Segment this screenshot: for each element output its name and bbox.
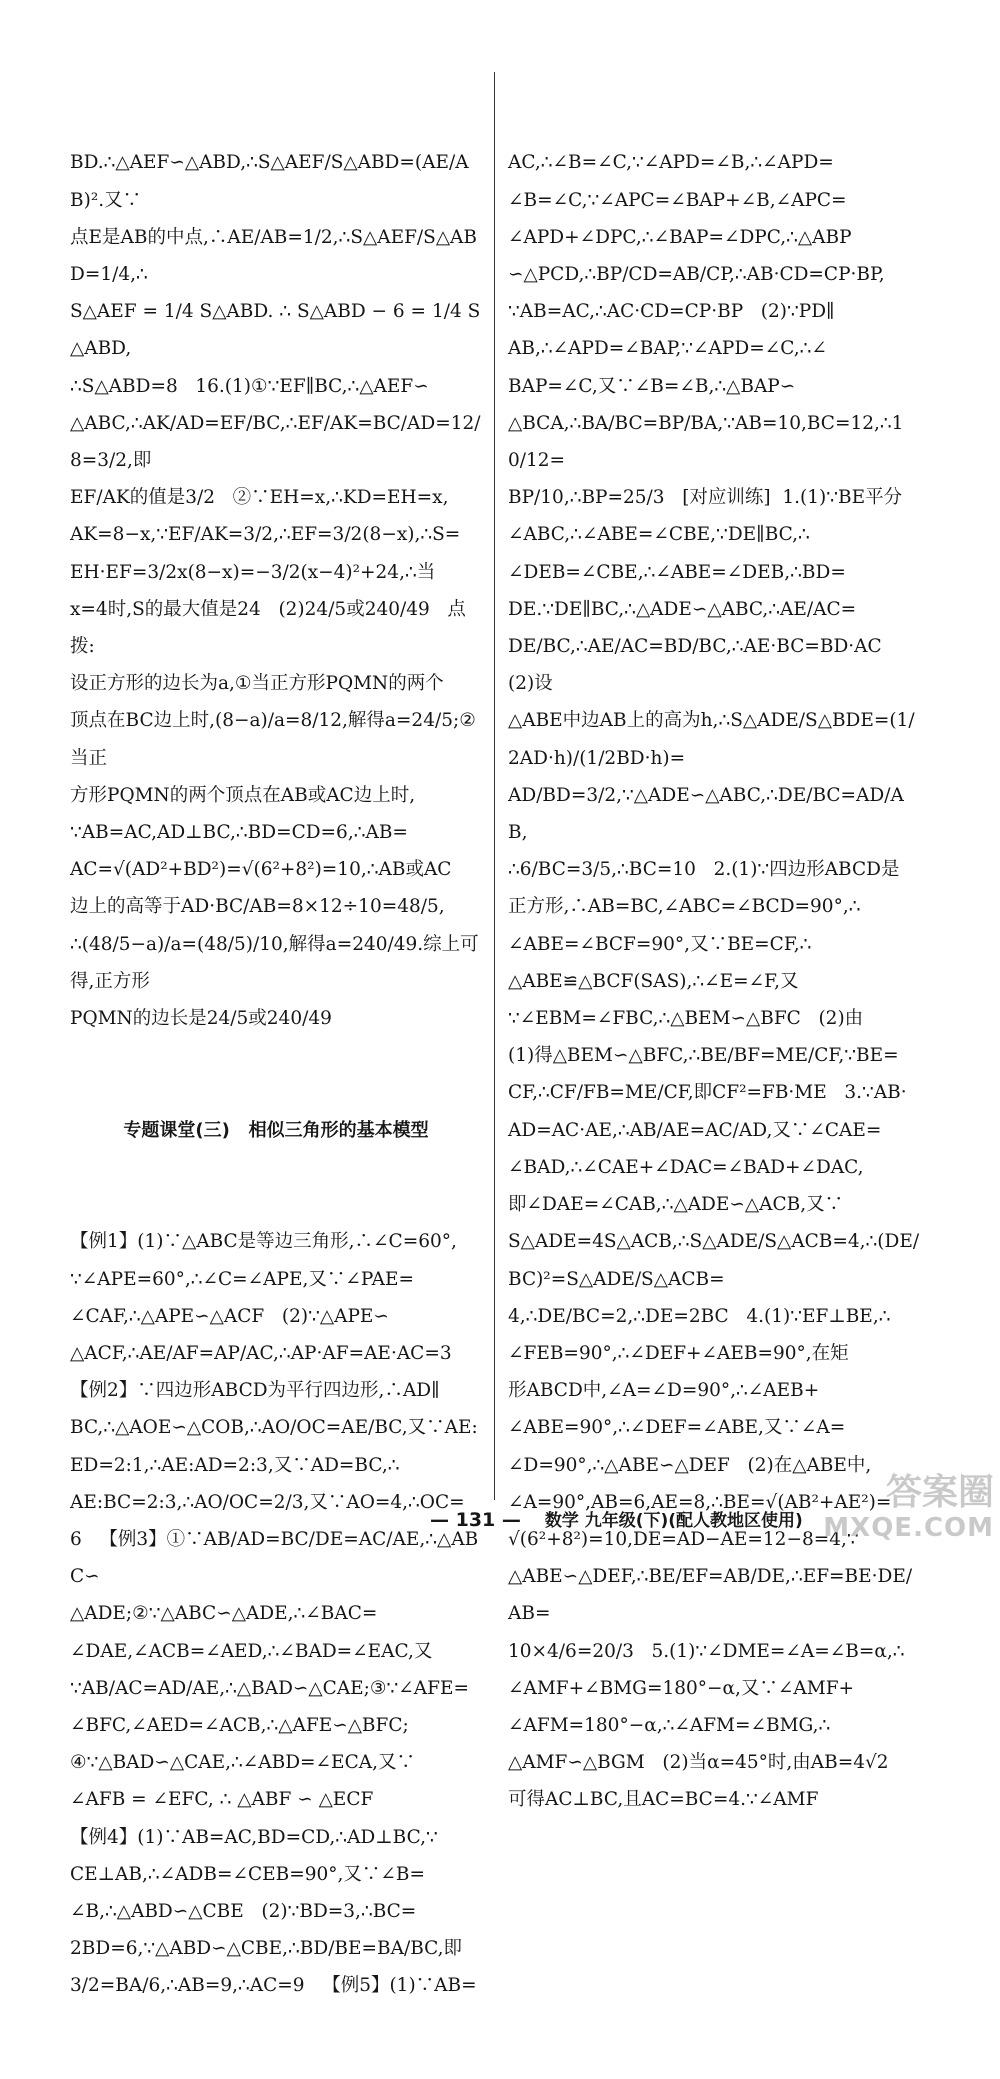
text-line: 10×4/6=20/3 5.(1)∵∠DME=∠A=∠B=α,∴ <box>508 1640 905 1662</box>
text-line: 4,∴DE/BC=2,∴DE=2BC 4.(1)∵EF⊥BE,∴ <box>508 1305 891 1327</box>
text-line: AD=AC·AE,∴AB/AE=AC/AD,又∵∠CAE= <box>508 1119 882 1141</box>
text-line: ED=2:1,∴AE:AD=2:3,又∵AD=BC,∴ <box>70 1454 400 1476</box>
text-line: ∠AFM=180°−α,∴∠AFM=∠BMG,∴ <box>508 1714 831 1736</box>
text-line: △ABC,∴AK/AD=EF/BC,∴EF/AK=BC/AD=12/8=3/2,即 <box>70 412 481 472</box>
text-line: BC,∴△AOE∽△COB,∴AO/OC=AE/BC,又∵AE: <box>70 1417 478 1439</box>
text-line: BD.∴△AEF∽△ABD,∴S△AEF/S△ABD=(AE/AB)².又∵ <box>70 152 469 211</box>
text-line: ∵AB=AC,AD⊥BC,∴BD=CD=6,∴AB= <box>70 822 408 844</box>
text-line: ∠AMF+∠BMG=180°−α,又∵∠AMF+ <box>508 1677 855 1699</box>
text-line: △ABE≌△BCF(SAS),∴∠E=∠F,又 <box>508 970 799 992</box>
text-line: ∠BFC,∠AED=∠ACB,∴△AFE∽△BFC; <box>70 1714 409 1736</box>
text-line: (1)得△BEM∽△BFC,∴BE/BF=ME/CF,∵BE= <box>508 1045 899 1067</box>
text-line: ④∵△BAD∽△CAE,∴∠ABD=∠ECA,又∵ <box>70 1752 415 1774</box>
text-line: △ADE;②∵△ABC∽△ADE,∴∠BAC= <box>70 1603 378 1625</box>
text-line: △ACF,∴AE/AF=AP/AC,∴AP·AF=AE·AC=3 <box>70 1342 452 1364</box>
text-line: △BCA,∴BA/BC=BP/BA,∵AB=10,BC=12,∴10/12= <box>508 412 904 472</box>
text-line: ∠B,∴△ABD∽△CBE (2)∵BD=3,∴BC= <box>70 1900 417 1922</box>
text-line: BAP=∠C,又∵∠B=∠B,∴△BAP∽ <box>508 375 796 397</box>
text-line: 边上的高等于AD·BC/AB=8×12÷10=48/5, <box>70 896 445 918</box>
text-line: AK=8−x,∵EF/AK=3/2,∴EF=3/2(8−x),∴S= <box>70 524 461 546</box>
text-line: 即∠DAE=∠CAB,∴△ADE∽△ACB,又∵ <box>508 1194 844 1216</box>
text-line: BP/10,∴BP=25/3 [对应训练] 1.(1)∵BE平分 <box>508 487 903 509</box>
text-line: AB,∴∠APD=∠BAP,∵∠APD=∠C,∴∠ <box>508 338 827 360</box>
text-line: ∴S△ABD=8 16.(1)①∵EF∥BC,∴△AEF∽ <box>70 375 429 397</box>
text-line: ∠AFB = ∠EFC, ∴ △ABF ∽ △ECF <box>70 1789 374 1811</box>
left-lines-2 <box>70 1223 482 2004</box>
text-line: ∠APD+∠DPC,∴∠BAP=∠DPC,∴△ABP <box>508 226 852 248</box>
text-line: ∠BAD,∴∠CAE+∠DAC=∠BAD+∠DAC, <box>508 1156 864 1178</box>
text-line: AD/BD=3/2,∵△ADE∽△ABC,∴DE/BC=AD/AB, <box>508 784 904 844</box>
text-line: 形ABCD中,∠A=∠D=90°,∴∠AEB+ <box>508 1380 820 1402</box>
section-heading: 专题课堂(三) 相似三角形的基本模型 <box>123 1119 429 1141</box>
text-line: 2BD=6,∵△ABD∽△CBE,∴BD/BE=BA/BC,即 <box>70 1938 463 1960</box>
right-lines <box>508 144 920 1818</box>
subject-label: 数学 九年级(下)(配人教地区使用) <box>544 1511 803 1531</box>
text-line: ∵∠EBM=∠FBC,∴△BEM∽△BFC (2)由 <box>508 1008 864 1030</box>
column-divider <box>494 72 495 1500</box>
text-line: ∠FEB=90°,∴∠DEF+∠AEB=90°,在矩 <box>508 1342 849 1364</box>
left-lines <box>70 144 482 1037</box>
text-line: 方形PQMN的两个顶点在AB或AC边上时, <box>70 784 416 806</box>
text-line: 点E是AB的中点,∴AE/AB=1/2,∴S△AEF/S△ABD=1/4,∴ <box>70 226 478 286</box>
text-line: EF/AK的值是3/2 ②∵EH=x,∴KD=EH=x, <box>70 487 449 509</box>
text-line: ∵∠APE=60°,∴∠C=∠APE,又∵∠PAE= <box>70 1268 414 1290</box>
text-line: ∠A=90°,AB=6,AE=8,∴BE=√(AB²+AE²)= <box>508 1491 892 1513</box>
text-line: ∠ABE=90°,∴∠DEF=∠ABE,又∵∠A= <box>508 1417 846 1439</box>
right-column <box>508 70 920 1893</box>
text-line: S△ADE=4S△ACB,∴S△ADE/S△ACB=4,∴(DE/BC)²=S△ADE/S△ACB= <box>508 1231 920 1290</box>
text-line: ∠B=∠C,∵∠APC=∠BAP+∠B,∠APC= <box>508 189 847 211</box>
text-line: DE/BC,∴AE/AC=BD/BC,∴AE·BC=BD·AC (2)设 <box>508 636 900 695</box>
text-line: AC,∴∠B=∠C,∵∠APD=∠B,∴∠APD= <box>508 152 834 174</box>
text-line: ∵AB=AC,∴AC·CD=CP·BP (2)∵PD∥ <box>508 301 835 323</box>
text-line: 设正方形的边长为a,①当正方形PQMN的两个 <box>70 673 444 695</box>
text-line: ∠D=90°,∴△ABE∽△DEF (2)在△ABE中, <box>508 1454 872 1476</box>
text-line: DE.∵DE∥BC,∴△ADE∽△ABC,∴AE/AC= <box>508 598 857 620</box>
text-line: ∠DEB=∠CBE,∴∠ABE=∠DEB,∴BD= <box>508 561 846 583</box>
text-line: EH·EF=3/2x(8−x)=−3/2(x−4)²+24,∴当 <box>70 561 436 583</box>
text-line: 【例4】(1)∵AB=AC,BD=CD,∴AD⊥BC,∵ <box>70 1826 438 1848</box>
text-line: △AMF∽△BGM (2)当α=45°时,由AB=4√2 <box>508 1752 889 1774</box>
text-line: ∴6/BC=3/5,∴BC=10 2.(1)∵四边形ABCD是 <box>508 859 900 881</box>
text-line: 可得AC⊥BC,且AC=BC=4.∵∠AMF <box>508 1789 819 1811</box>
text-line: CF,∴CF/FB=ME/CF,即CF²=FB·ME 3.∵AB· <box>508 1082 907 1104</box>
text-line: 3/2=BA/6,∴AB=9,∴AC=9 【例5】(1)∵AB= <box>70 1975 477 1997</box>
text-line: 顶点在BC边上时,(8−a)/a=8/12,解得a=24/5;②当正 <box>70 710 476 769</box>
page-number: — 131 — <box>430 1509 521 1531</box>
text-line: ∠CAF,∴△APE∽△ACF (2)∵△APE∽ <box>70 1305 389 1327</box>
text-line: ∠ABC,∴∠ABE=∠CBE,∵DE∥BC,∴ <box>508 524 810 546</box>
text-line: AC=√(AD²+BD²)=√(6²+8²)=10,∴AB或AC <box>70 859 452 881</box>
text-line: ∴(48/5−a)/a=(48/5)/10,解得a=240/49.综上可得,正方形 <box>70 933 479 992</box>
text-line: ∵AB/AC=AD/AE,∴△BAD∽△CAE;③∵∠AFE= <box>70 1677 469 1699</box>
text-line: ∠DAE,∠ACB=∠AED,∴∠BAD=∠EAC,又 <box>70 1640 433 1662</box>
text-line: ∽△PCD,∴BP/CD=AB/CP,∴AB·CD=CP·BP, <box>508 264 885 286</box>
text-line: PQMN的边长是24/5或240/49 <box>70 1008 332 1030</box>
text-line: △ABE∽△DEF,∴BE/EF=AB/DE,∴EF=BE·DE/AB= <box>508 1566 913 1625</box>
watermark-text: 答案圈 <box>885 1472 994 1513</box>
watermark-logo <box>823 1473 994 1543</box>
watermark-url: MXQE.COM <box>823 1513 994 1543</box>
text-line: CE⊥AB,∴∠ADB=∠CEB=90°,又∵∠B= <box>70 1863 425 1885</box>
text-line: S△AEF = 1/4 S△ABD. ∴ S△ABD − 6 = 1/4 S△ABD, <box>70 301 481 360</box>
left-column <box>70 70 482 2079</box>
text-line: 正方形,∴AB=BC,∠ABC=∠BCD=90°,∴ <box>508 896 861 918</box>
text-line: △ABE中边AB上的高为h,∴S△ADE/S△BDE=(1/2AD·h)/(1/2BD·h)= <box>508 710 915 769</box>
text-line: ∠ABE=∠BCF=90°,又∵BE=CF,∴ <box>508 933 812 955</box>
text-line: 【例2】∵四边形ABCD为平行四边形,∴AD∥ <box>70 1380 440 1402</box>
text-line: x=4时,S的最大值是24 (2)24/5或240/49 点拨: <box>70 598 466 658</box>
text-line: 6 【例3】①∵AB/AD=BC/DE=AC/AE,∴△ABC∽ <box>70 1528 479 1588</box>
text-line: 【例1】(1)∵△ABC是等边三角形,∴∠C=60°, <box>70 1231 457 1253</box>
text-line: AE:BC=2:3,∴AO/OC=2/3,又∵AO=4,∴OC= <box>70 1491 465 1513</box>
text-line: √(6²+8²)=10,DE=AD−AE=12−8=4,∵ <box>508 1528 859 1550</box>
